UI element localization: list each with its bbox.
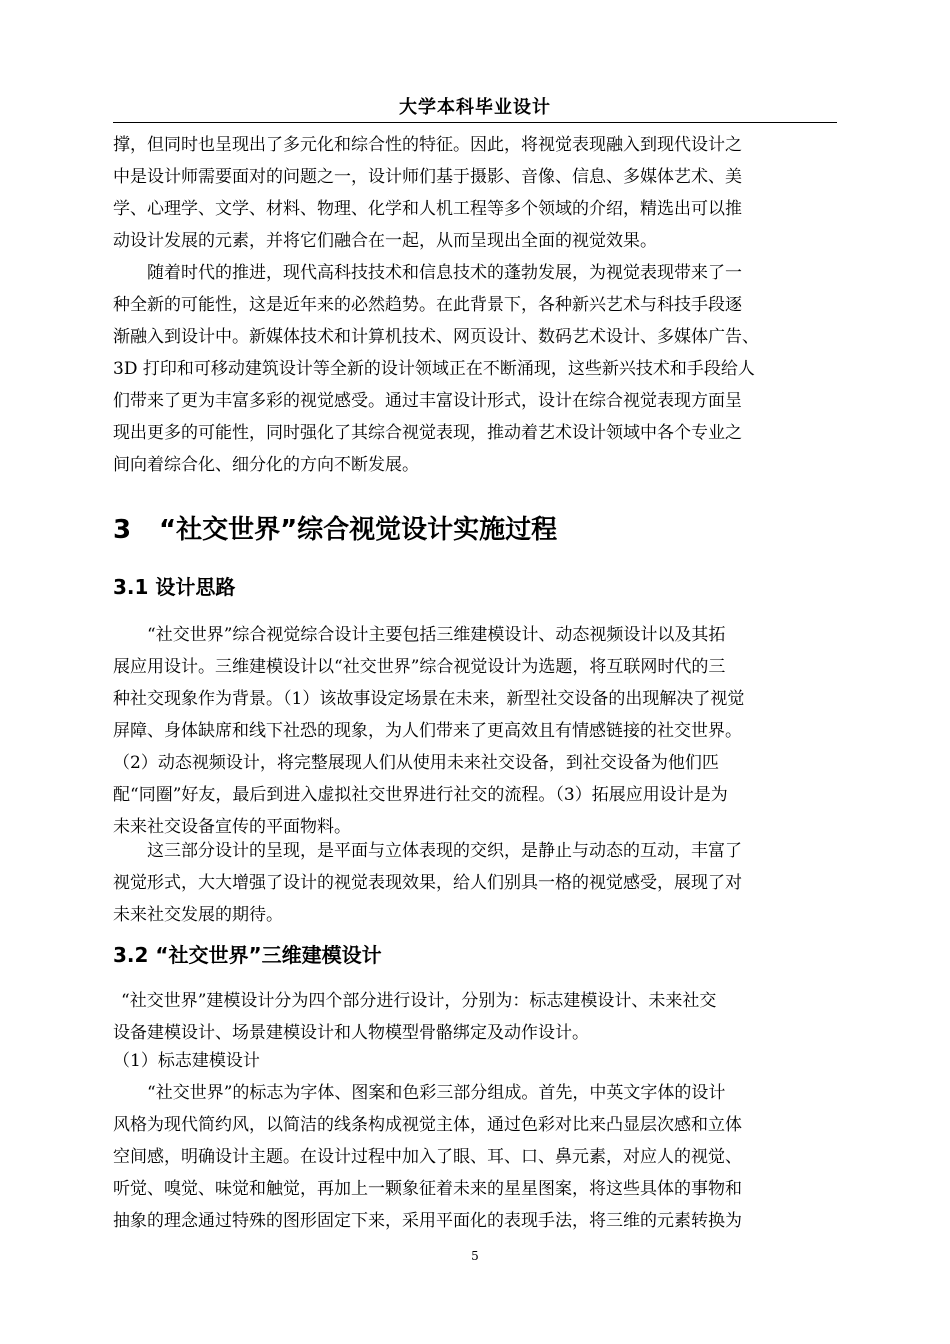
page-number: 5 [471,1249,479,1263]
text-line: 随着时代的推进，现代高科技技术和信息技术的蓬勃发展，为视觉表现带来了一 [147,263,742,283]
text-line: （2）动态视频设计，将完整展现人们从使用未来社交设备，到社交设备为他们匹 [113,753,719,773]
section-3-2-paragraph-2 [113,1077,837,1237]
text-line: 视觉形式，大大增强了设计的视觉表现效果，给人们别具一格的视觉感受，展现了对 [113,873,742,893]
text-line: 学、心理学、文学、材料、物理、化学和人机工程等多个领域的介绍，精选出可以推 [113,199,742,219]
text-line: 3D 打印和可移动建筑设计等全新的设计领域正在不断涌现，这些新兴技术和手段给人 [113,359,755,379]
text-line: “社交世界”建模设计分为四个部分进行设计，分别为：标志建模设计、未来社交 [121,991,717,1011]
text-line: 现出更多的可能性，同时强化了其综合视觉表现，推动着艺术设计领域中各个专业之 [113,423,742,443]
text-line: 未来社交设备宣传的平面物料。 [113,817,351,837]
text-line: 设备建模设计、场景建模设计和人物模型骨骼绑定及动作设计。 [113,1023,589,1043]
header-divider [113,122,837,123]
section-3-1-paragraph-1 [113,619,837,843]
text-line: 配“同圈”好友，最后到进入虚拟社交世界进行社交的流程。（3）拓展应用设计是为 [113,785,728,805]
text-line: 间向着综合化、细分化的方向不断发展。 [113,455,419,475]
text-line: 空间感，明确设计主题。在设计过程中加入了眼、耳、口、鼻元素，对应人的视觉、 [113,1147,742,1167]
text-line: 展应用设计。三维建模设计以“社交世界”综合视觉设计为选题，将互联网时代的三 [113,657,726,677]
text-line: “社交世界”的标志为字体、图案和色彩三部分组成。首先，中英文字体的设计 [147,1083,726,1103]
text-line: 这三部分设计的呈现，是平面与立体表现的交织，是静止与动态的互动，丰富了 [147,841,742,861]
text-line: 种全新的可能性，这是近年来的必然趋势。在此背景下，各种新兴艺术与科技手段逐 [113,295,742,315]
text-line: “社交世界”综合视觉综合设计主要包括三维建模设计、动态视频设计以及其拓 [147,625,726,645]
text-line: 中是设计师需要面对的问题之一，设计师们基于摄影、音像、信息、多媒体艺术、美 [113,167,742,187]
text-line: 种社交现象作为背景。（1）该故事设定场景在未来，新型社交设备的出现解决了视觉 [113,689,745,709]
text-line: 抽象的理念通过特殊的图形固定下来，采用平面化的表现手法，将三维的元素转换为 [113,1211,742,1231]
text-line: （1）标志建模设计 [113,1051,260,1071]
text-line: 动设计发展的元素，并将它们融合在一起，从而呈现出全面的视觉效果。 [113,231,657,251]
section-3-heading [113,508,837,552]
text-line: 撑，但同时也呈现出了多元化和综合性的特征。因此，将视觉表现融入到现代设计之 [113,135,742,155]
section-3-2-heading: 3.2 “社交世界”三维建模设计 [113,943,382,967]
section-3-2-paragraph-1 [113,985,837,1049]
intro-paragraph-2 [113,257,837,481]
text-line: 屏障、身体缺席和线下社恐的现象，为人们带来了更高效且有情感链接的社交世界。 [113,721,742,741]
section-3-1-heading: 3.1 设计思路 [113,575,236,599]
section-number: 3 [113,515,132,545]
section-3-1-paragraph-2 [113,835,837,931]
text-line: 们带来了更为丰富多彩的视觉感受。通过丰富设计形式，设计在综合视觉表现方面呈 [113,391,742,411]
section-title: “社交世界”综合视觉设计实施过程 [159,515,558,545]
text-line: 听觉、嗅觉、味觉和触觉，再加上一颗象征着未来的星星图案，将这些具体的事物和 [113,1179,742,1199]
text-line: 渐融入到设计中。新媒体技术和计算机技术、网页设计、数码艺术设计、多媒体广告、 [113,327,759,347]
intro-paragraph-1 [113,129,837,257]
running-header: 大学本科毕业设计 [399,97,551,118]
text-line: 未来社交发展的期待。 [113,905,283,925]
text-line: 风格为现代简约风，以简洁的线条构成视觉主体，通过色彩对比来凸显层次感和立体 [113,1115,742,1135]
subsection-heading [113,1045,837,1077]
